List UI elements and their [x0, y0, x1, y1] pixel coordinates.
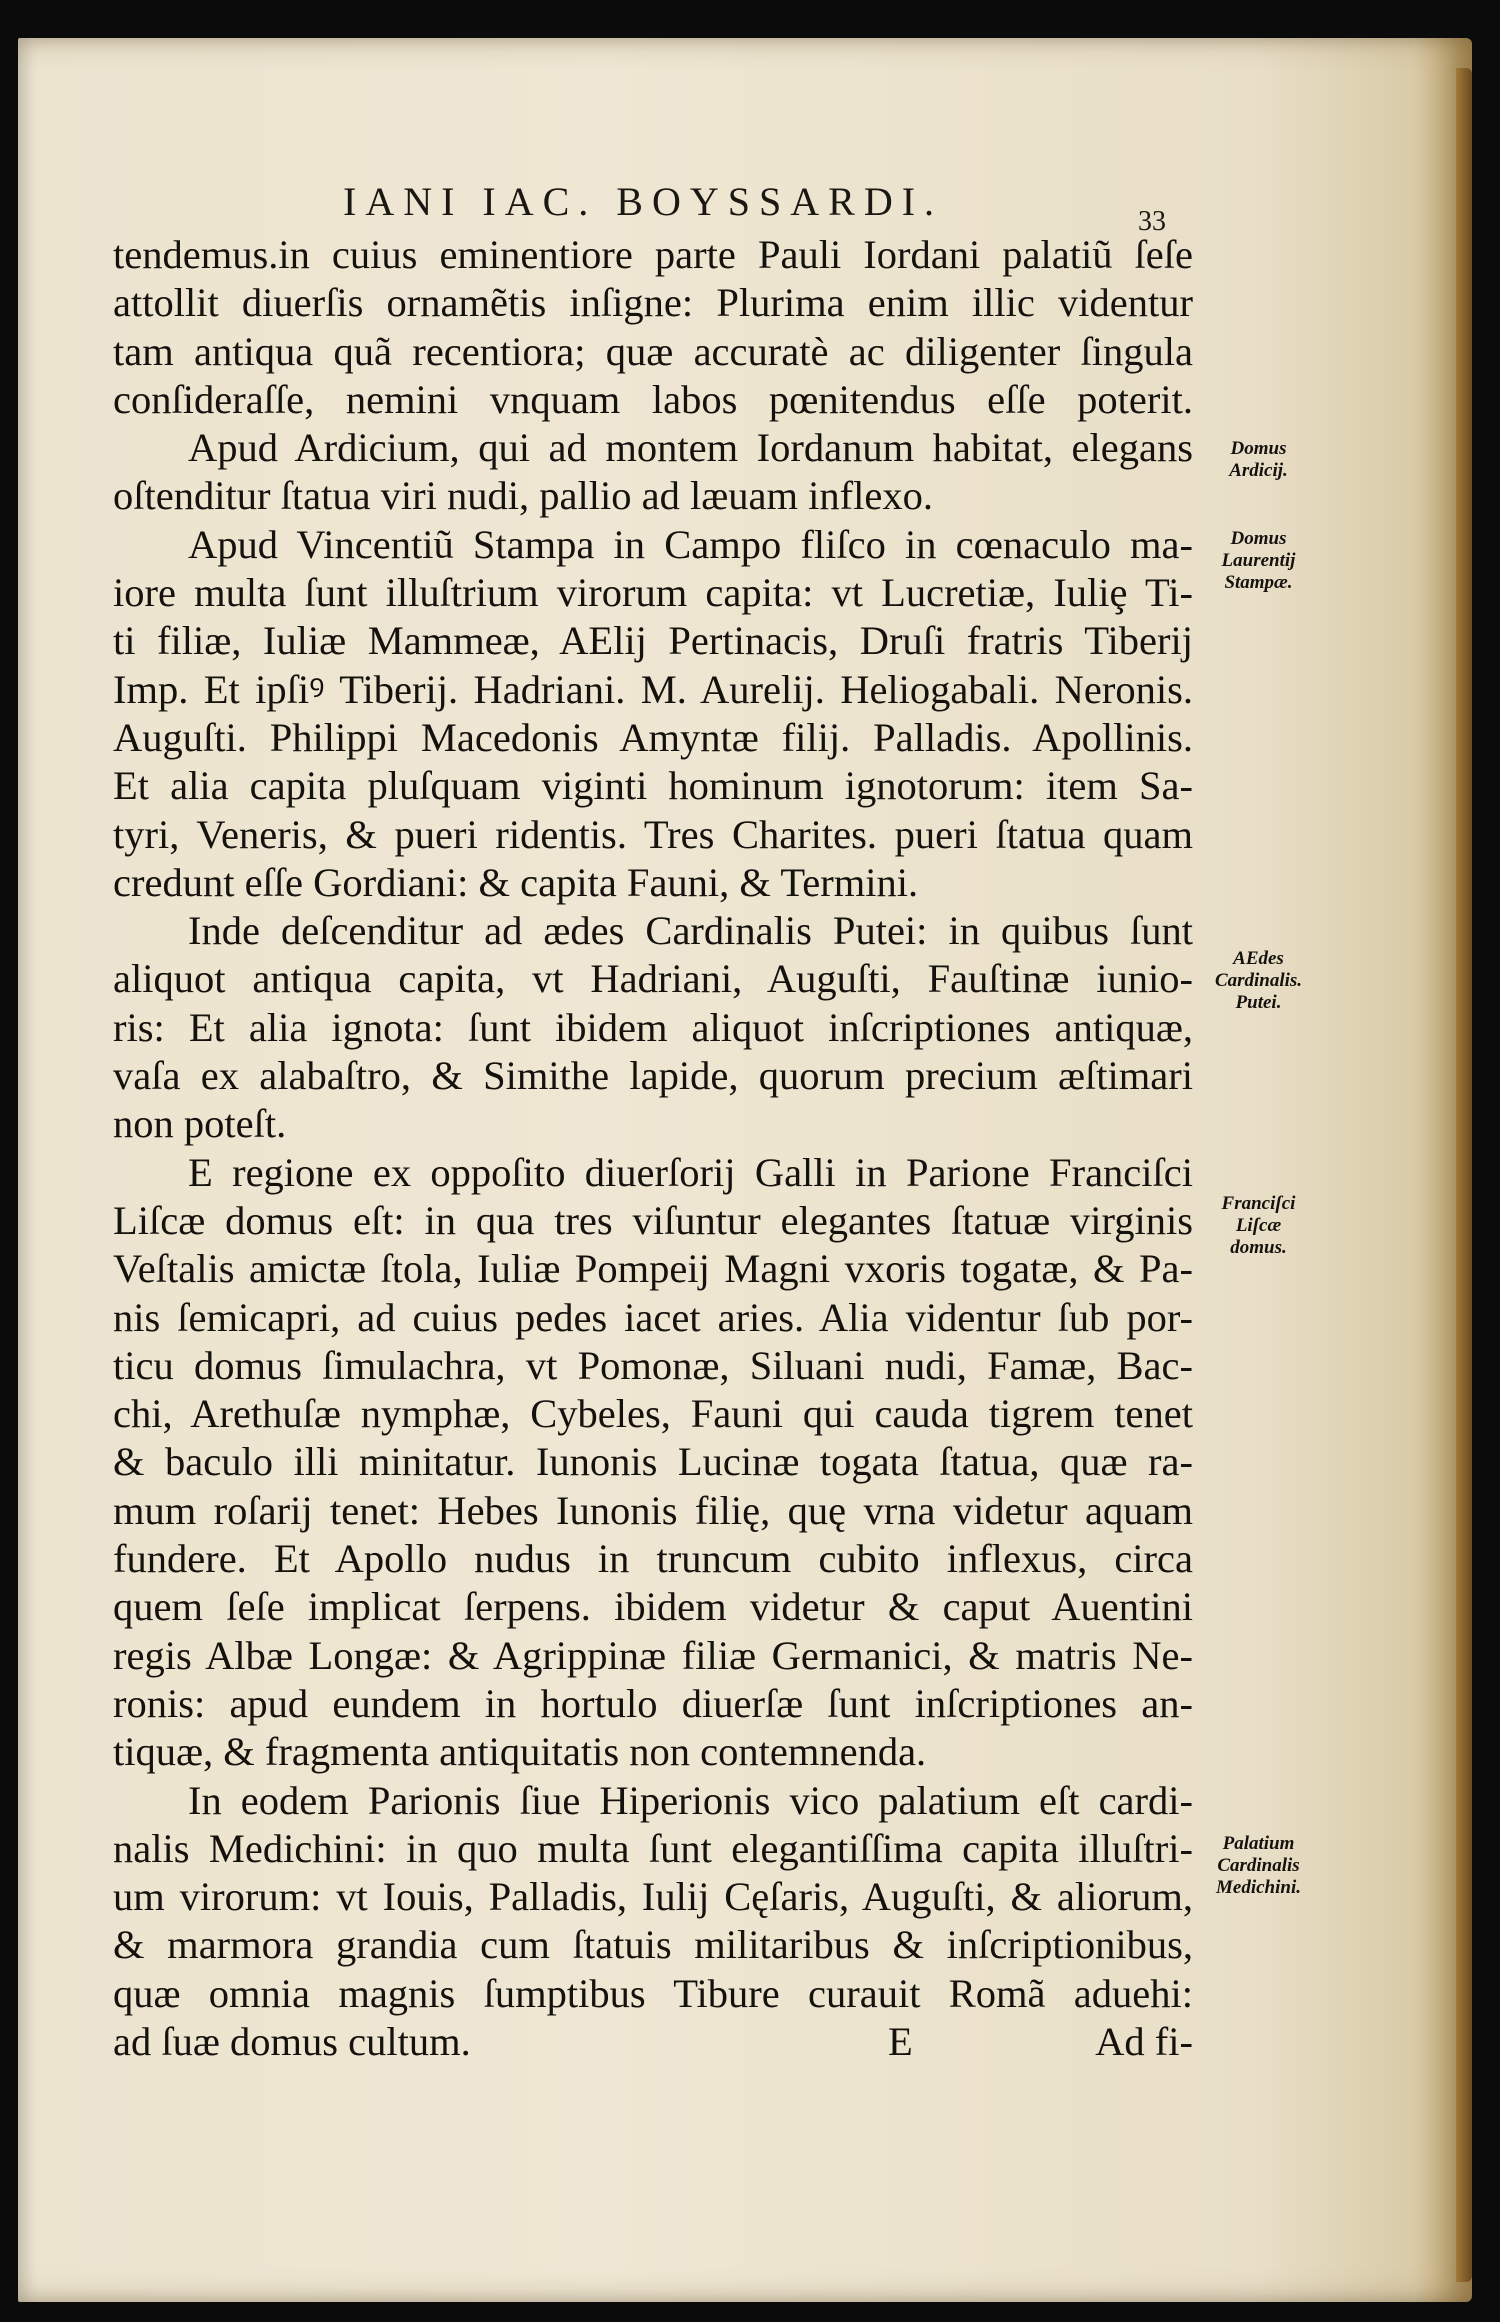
text-line: Apud Vincentiũ Stampa in Campo fliſco in cœnaculo ma- [188, 521, 1193, 567]
text-line: conſideraſſe, nemini vnquam labos pœnitendus eſſe poterit. [113, 376, 1193, 422]
margin-note-lisca: Franciſci Liſcæ domus. [1221, 1193, 1296, 1258]
margin-note-medichini: Palatium Cardinalis Medichini. [1216, 1833, 1301, 1898]
text-line: & baculo illi minitatur. Iunonis Lucinæ togata ſtatua, quæ ra- [113, 1439, 1193, 1485]
text-line: iore multa ſunt illuſtrium virorum capita: vt Lucretiæ, Iuliȩ Ti- [113, 570, 1193, 616]
text-line: attollit diuerſis ornamẽtis inſigne: Plurima enim illic videntur [113, 280, 1193, 326]
text-line: vaſa ex alabaſtro, & Simithe lapide, quorum precium æſtimari [113, 1053, 1193, 1099]
text-line: Imp. Et ipſiꝰ Tiberij. Hadriani. M. Aurelij. Heliogabali. Neronis. [113, 666, 1193, 712]
text-line: quem ſeſe implicat ſerpens. ibidem videtur & caput Auentini [113, 1584, 1193, 1630]
text-line: nalis Medichini: in quo multa ſunt elegantiſſima capita illuſtri- [113, 1825, 1193, 1871]
text-line: tendemus.in cuius eminentiore parte Pauli Iordani palatiũ ſeſe [113, 232, 1193, 277]
catchword: Ad fi- [1095, 2018, 1193, 2064]
page-edge [1456, 68, 1472, 2282]
text-line: credunt eſſe Gordiani: & capita Fauni, & Termini. [113, 859, 919, 905]
text-line: Liſcæ domus eſt: in qua tres viſuntur elegantes ſtatuæ virginis [113, 1197, 1193, 1243]
text-line: Veſtalis amictæ ſtola, Iuliæ Pompeij Magni vxoris togatæ, & Pa- [113, 1246, 1193, 1292]
signature-mark: E [888, 2018, 913, 2064]
text-line: tyri, Veneris, & pueri ridentis. Tres Charites. pueri ſtatua quam [113, 811, 1193, 857]
text-line: um virorum: vt Iouis, Palladis, Iulij Cęſaris, Auguſti, & aliorum, [113, 1874, 1193, 1920]
text-line: aliquot antiqua capita, vt Hadriani, Auguſti, Fauſtinæ iunio- [113, 956, 1193, 1002]
text-line: ticu domus ſimulachra, vt Pomonæ, Siluani nudi, Famæ, Bac- [113, 1342, 1193, 1388]
text-line: non poteſt. [113, 1101, 287, 1147]
text-line: & marmora grandia cum ſtatuis militaribus & inſcriptionibus, [113, 1922, 1193, 1968]
last-line-text: ad ſuæ domus cultum. [113, 2018, 471, 2064]
text-line: quæ omnia magnis ſumptibus Tibure curauit Romã aduehi: [113, 1970, 1193, 2016]
text-line: fundere. Et Apollo nudus in truncum cubito inflexus, circa [113, 1536, 1193, 1582]
folio-number: 33 [1138, 206, 1166, 237]
text-line: Auguſti. Philippi Macedonis Amyntæ filij. Palladis. Apollinis. [113, 714, 1193, 760]
text-line: ris: Et alia ignota: ſunt ibidem aliquot inſcriptiones antiquæ, [113, 1004, 1193, 1050]
main-text [113, 231, 1193, 2066]
text-line: Et alia capita pluſquam viginti hominum ignotorum: item Sa- [113, 763, 1193, 809]
book-page [18, 38, 1472, 2302]
text-line: chi, Arethuſæ nymphæ, Cybeles, Fauni qui cauda tigrem tenet [113, 1391, 1193, 1437]
text-line: Inde deſcenditur ad ædes Cardinalis Putei: in quibus ſunt [188, 908, 1193, 954]
last-line [113, 2018, 1193, 2066]
text-line: tiquæ, & fragmenta antiquitatis non contemnenda. [113, 1729, 927, 1775]
text-line: E regione ex oppoſito diuerſorij Galli in Parione Franciſci [188, 1149, 1193, 1195]
running-title: IANI IAC. BOYSSARDI. [343, 179, 944, 224]
margin-note-ardicius: Domus Ardicij. [1229, 438, 1288, 481]
text-line: nis ſemicapri, ad cuius pedes iacet aries. Alia videntur ſub por- [113, 1294, 1193, 1340]
margin-note-putei: AEdes Cardinalis. Putei. [1214, 948, 1303, 1013]
text-line: tam antiqua quã recentiora; quæ accuratè ac diligenter ſingula [113, 328, 1193, 374]
text-line: oſtenditur ſtatua viri nudi, pallio ad læuam inflexo. [113, 473, 933, 519]
text-line: In eodem Parionis ſiue Hiperionis vico palatium eſt cardi- [188, 1777, 1193, 1823]
margin-note-stampa: Domus Laurentij Stampæ. [1221, 528, 1296, 593]
text-line: ti filiæ, Iuliæ Mammeæ, AElij Pertinacis, Druſi fratris Tiberij [113, 618, 1193, 664]
text-line: regis Albæ Longæ: & Agrippinæ filiæ Germanici, & matris Ne- [113, 1632, 1193, 1678]
text-line: ronis: apud eundem in hortulo diuerſæ ſunt inſcriptiones an- [113, 1680, 1193, 1726]
text-line: Apud Ardicium, qui ad montem Iordanum habitat, elegans [188, 425, 1193, 471]
text-line: mum roſarij tenet: Hebes Iunonis filię, quę vrna videtur aquam [113, 1487, 1193, 1533]
